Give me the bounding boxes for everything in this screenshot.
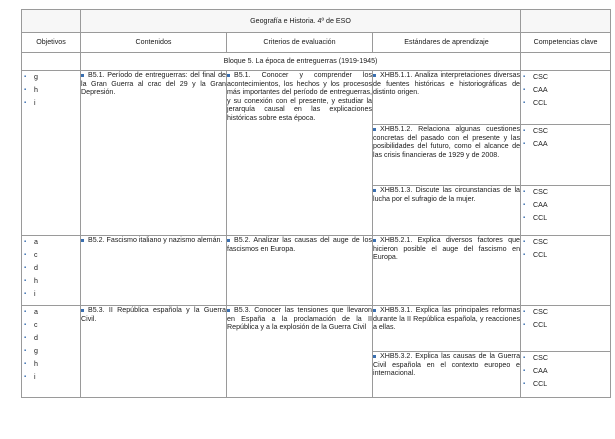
competencias-list xyxy=(521,71,610,110)
bullet-icon xyxy=(373,189,376,192)
objetivo-item: ▪ i xyxy=(24,288,80,301)
curriculum-table xyxy=(21,9,611,398)
competencias-cell xyxy=(521,186,611,236)
bullet-icon xyxy=(373,128,376,131)
criterio-cell xyxy=(227,306,373,398)
criterio-cell xyxy=(227,236,373,306)
estandar-cell xyxy=(373,306,521,352)
block-row xyxy=(22,53,611,71)
bullet-icon xyxy=(81,74,84,77)
competencia-item: ▪ CSC xyxy=(523,236,610,249)
block-title: Bloque 5. La época de entreguerras (1919-1945) xyxy=(81,53,521,71)
competencias-cell xyxy=(521,125,611,186)
objetivo-item: ▪ h xyxy=(24,84,80,97)
objetivos-list xyxy=(22,236,80,301)
bullet-icon xyxy=(373,355,376,358)
corner-cell xyxy=(22,10,81,33)
estandar-cell xyxy=(373,186,521,236)
competencias-cell xyxy=(521,71,611,125)
contenido-cell xyxy=(81,236,227,306)
table-row xyxy=(22,236,611,306)
competencias-list xyxy=(521,125,610,151)
competencia-item: ▪ CAA xyxy=(523,365,610,378)
contenido-cell xyxy=(81,71,227,236)
competencias-cell xyxy=(521,236,611,306)
objetivos-cell xyxy=(22,71,81,236)
estandar-text: XHB5.1.1. Analiza interpretaciones diversas de fuentes históricas e historiográficas de distinto origen. xyxy=(373,71,521,97)
table-row xyxy=(22,71,611,125)
bullet-icon xyxy=(227,74,230,77)
estandar-cell xyxy=(373,71,521,125)
competencias-list xyxy=(521,236,610,262)
competencia-item: ▪ CCL xyxy=(523,212,610,225)
objetivo-item: ▪ i xyxy=(24,97,80,110)
objetivos-cell xyxy=(22,306,81,398)
objetivos-list xyxy=(22,71,80,110)
competencias-list xyxy=(521,352,610,391)
objetivos-cell xyxy=(22,236,81,306)
estandar-cell xyxy=(373,236,521,306)
objetivo-item: ▪ a xyxy=(24,306,80,319)
table-title: Geografía e Historia. 4º de ESO xyxy=(81,10,521,33)
column-header-estandares: Estándares de aprendizaje xyxy=(373,33,521,53)
bullet-icon xyxy=(373,74,376,77)
bullet-icon xyxy=(227,239,230,242)
competencia-item: ▪ CSC xyxy=(523,352,610,365)
competencia-item: ▪ CAA xyxy=(523,84,610,97)
bullet-icon xyxy=(373,239,376,242)
criterio-text: B5.1. Conocer y comprender los acontecimientos, los hechos y los procesos más importantes del período de entreguerras, y su conexión con el presente, y estudiar la jerarquía causal en las explicaciones históricas sobre esta época. xyxy=(227,71,372,122)
competencia-item: ▪ CAA xyxy=(523,199,610,212)
estandar-cell xyxy=(373,125,521,186)
contenido-cell xyxy=(81,306,227,398)
column-header-row xyxy=(22,33,611,53)
column-header-objetivos: Objetivos xyxy=(22,33,81,53)
objetivo-item: ▪ c xyxy=(24,249,80,262)
competencia-item: ▪ CCL xyxy=(523,97,610,110)
criterio-text: B5.3. Conocer las tensiones que llevaron en España a la proclamación de la II República y a la explosión de la Guerra Civil xyxy=(227,306,372,332)
bullet-icon xyxy=(227,309,230,312)
objetivo-item: ▪ d xyxy=(24,262,80,275)
competencia-item: ▪ CSC xyxy=(523,186,610,199)
estandar-text: XHB5.3.1. Explica las principales reformas durante la II República española, y reacciones a ellas. xyxy=(373,306,521,332)
column-header-competencias: Competencias clave xyxy=(521,33,611,53)
estandar-text: XHB5.3.2. Explica las causas de la Guerra Civil española en el contexto europeo e internacional. xyxy=(373,352,521,378)
competencia-item: ▪ CSC xyxy=(523,306,610,319)
estandar-text: XHB5.2.1. Explica diversos factores que hicieron posible el auge del fascismo en Europa. xyxy=(373,236,521,262)
table-title-row xyxy=(22,10,611,33)
block-row-empty-right xyxy=(521,53,611,71)
block-row-empty xyxy=(22,53,81,71)
objetivo-item: ▪ c xyxy=(24,319,80,332)
contenido-text: B5.2. Fascismo italiano y nazismo alemán. xyxy=(88,236,223,244)
estandar-text: XHB5.1.3. Discute las circunstancias de la lucha por el sufragio de la mujer. xyxy=(373,186,521,203)
objetivo-item: ▪ g xyxy=(24,345,80,358)
criterio-text: B5.2. Analizar las causas del auge de los fascismos en Europa. xyxy=(227,236,372,253)
column-header-criterios: Criterios de evaluación xyxy=(227,33,373,53)
competencia-item: ▪ CCL xyxy=(523,378,610,391)
corner-cell-right xyxy=(521,10,611,33)
competencias-cell xyxy=(521,306,611,352)
objetivo-item: ▪ h xyxy=(24,358,80,371)
table-row xyxy=(22,306,611,352)
competencia-item: ▪ CSC xyxy=(523,125,610,138)
competencia-item: ▪ CSC xyxy=(523,71,610,84)
objetivos-list xyxy=(22,306,80,384)
competencias-cell xyxy=(521,352,611,398)
estandar-text: XHB5.1.2. Relaciona algunas cuestiones concretas del pasado con el presente y las posibilidades del futuro, como el alcance de las crisis financieras de 1929 y de 2008. xyxy=(373,125,521,159)
bullet-icon xyxy=(373,309,376,312)
objetivo-item: ▪ i xyxy=(24,371,80,384)
objetivo-item: ▪ h xyxy=(24,275,80,288)
bullet-icon xyxy=(81,309,84,312)
column-header-contenidos: Contenidos xyxy=(81,33,227,53)
criterio-cell xyxy=(227,71,373,236)
objetivo-item: ▪ a xyxy=(24,236,80,249)
objetivo-item: ▪ d xyxy=(24,332,80,345)
competencias-list xyxy=(521,306,610,332)
competencias-list xyxy=(521,186,610,225)
contenido-text: B5.1. Período de entreguerras: del final de la Gran Guerra al crac del 29 y la Gran Depresión. xyxy=(81,71,226,97)
competencia-item: ▪ CCL xyxy=(523,249,610,262)
bullet-icon xyxy=(81,239,84,242)
competencia-item: ▪ CCL xyxy=(523,319,610,332)
estandar-cell xyxy=(373,352,521,398)
competencia-item: ▪ CAA xyxy=(523,138,610,151)
objetivo-item: ▪ g xyxy=(24,71,80,84)
contenido-text: B5.3. II República española y la Guerra Civil. xyxy=(81,306,226,323)
